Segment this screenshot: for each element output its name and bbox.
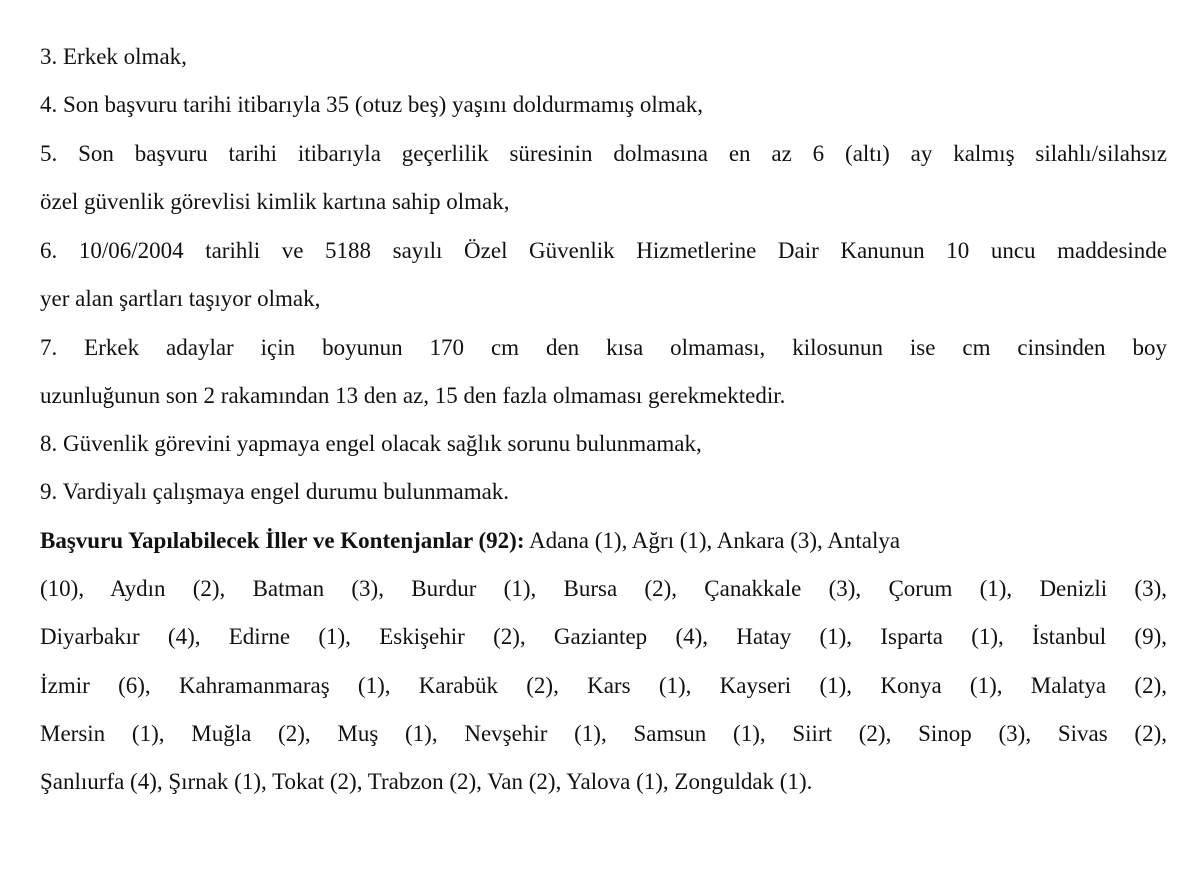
requirement-4: 4. Son başvuru tarihi itibarıyla 35 (otuz beş) yaşını doldurmamış olmak, xyxy=(40,92,704,117)
quota-heading: Başvuru Yapılabilecek İller ve Kontenjanlar (92): xyxy=(40,528,525,553)
quota-line-3: Diyarbakır (4), Edirne (1), Eskişehir (2), Gaziantep (4), Hatay (1), Isparta (1), İstanbul (9), xyxy=(40,624,1167,649)
requirement-7-line-1: 7. Erkek adaylar için boyunun 170 cm den kısa olmaması, kilosunun ise cm cinsinden boy xyxy=(40,335,1167,360)
requirement-6-line-1: 6. 10/06/2004 tarihli ve 5188 sayılı Özel Güvenlik Hizmetlerine Dair Kanunun 10 uncu maddesinde xyxy=(40,238,1167,263)
quota-line-4: İzmir (6), Kahramanmaraş (1), Karabük (2), Kars (1), Kayseri (1), Konya (1), Malatya (2), xyxy=(40,673,1167,698)
requirement-6-line-2: yer alan şartları taşıyor olmak, xyxy=(40,286,321,311)
quota-line-1 xyxy=(40,526,900,556)
quota-line-2: (10), Aydın (2), Batman (3), Burdur (1), Bursa (2), Çanakkale (3), Çorum (1), Denizli (3), xyxy=(40,576,1167,601)
requirement-5-line-2: özel güvenlik görevlisi kimlik kartına sahip olmak, xyxy=(40,189,510,214)
requirement-8: 8. Güvenlik görevini yapmaya engel olacak sağlık sorunu bulunmamak, xyxy=(40,431,702,456)
quota-line-5: Mersin (1), Muğla (2), Muş (1), Nevşehir (1), Samsun (1), Siirt (2), Sinop (3), Sivas (2), xyxy=(40,721,1167,746)
quota-line-6: Şanlıurfa (4), Şırnak (1), Tokat (2), Trabzon (2), Van (2), Yalova (1), Zonguldak (1). xyxy=(40,769,813,794)
requirement-3: 3. Erkek olmak, xyxy=(40,44,187,69)
requirement-9: 9. Vardiyalı çalışmaya engel durumu bulunmamak. xyxy=(40,479,510,504)
requirement-5-line-1: 5. Son başvuru tarihi itibarıyla geçerlilik süresinin dolmasına en az 6 (altı) ay kalmış silahlı/silahsız xyxy=(40,141,1167,166)
requirement-7-line-2: uzunluğunun son 2 rakamından 13 den az, 15 den fazla olmaması gerekmektedir. xyxy=(40,383,786,408)
quota-line-1-provinces: Adana (1), Ağrı (1), Ankara (3), Antalya xyxy=(524,528,901,553)
